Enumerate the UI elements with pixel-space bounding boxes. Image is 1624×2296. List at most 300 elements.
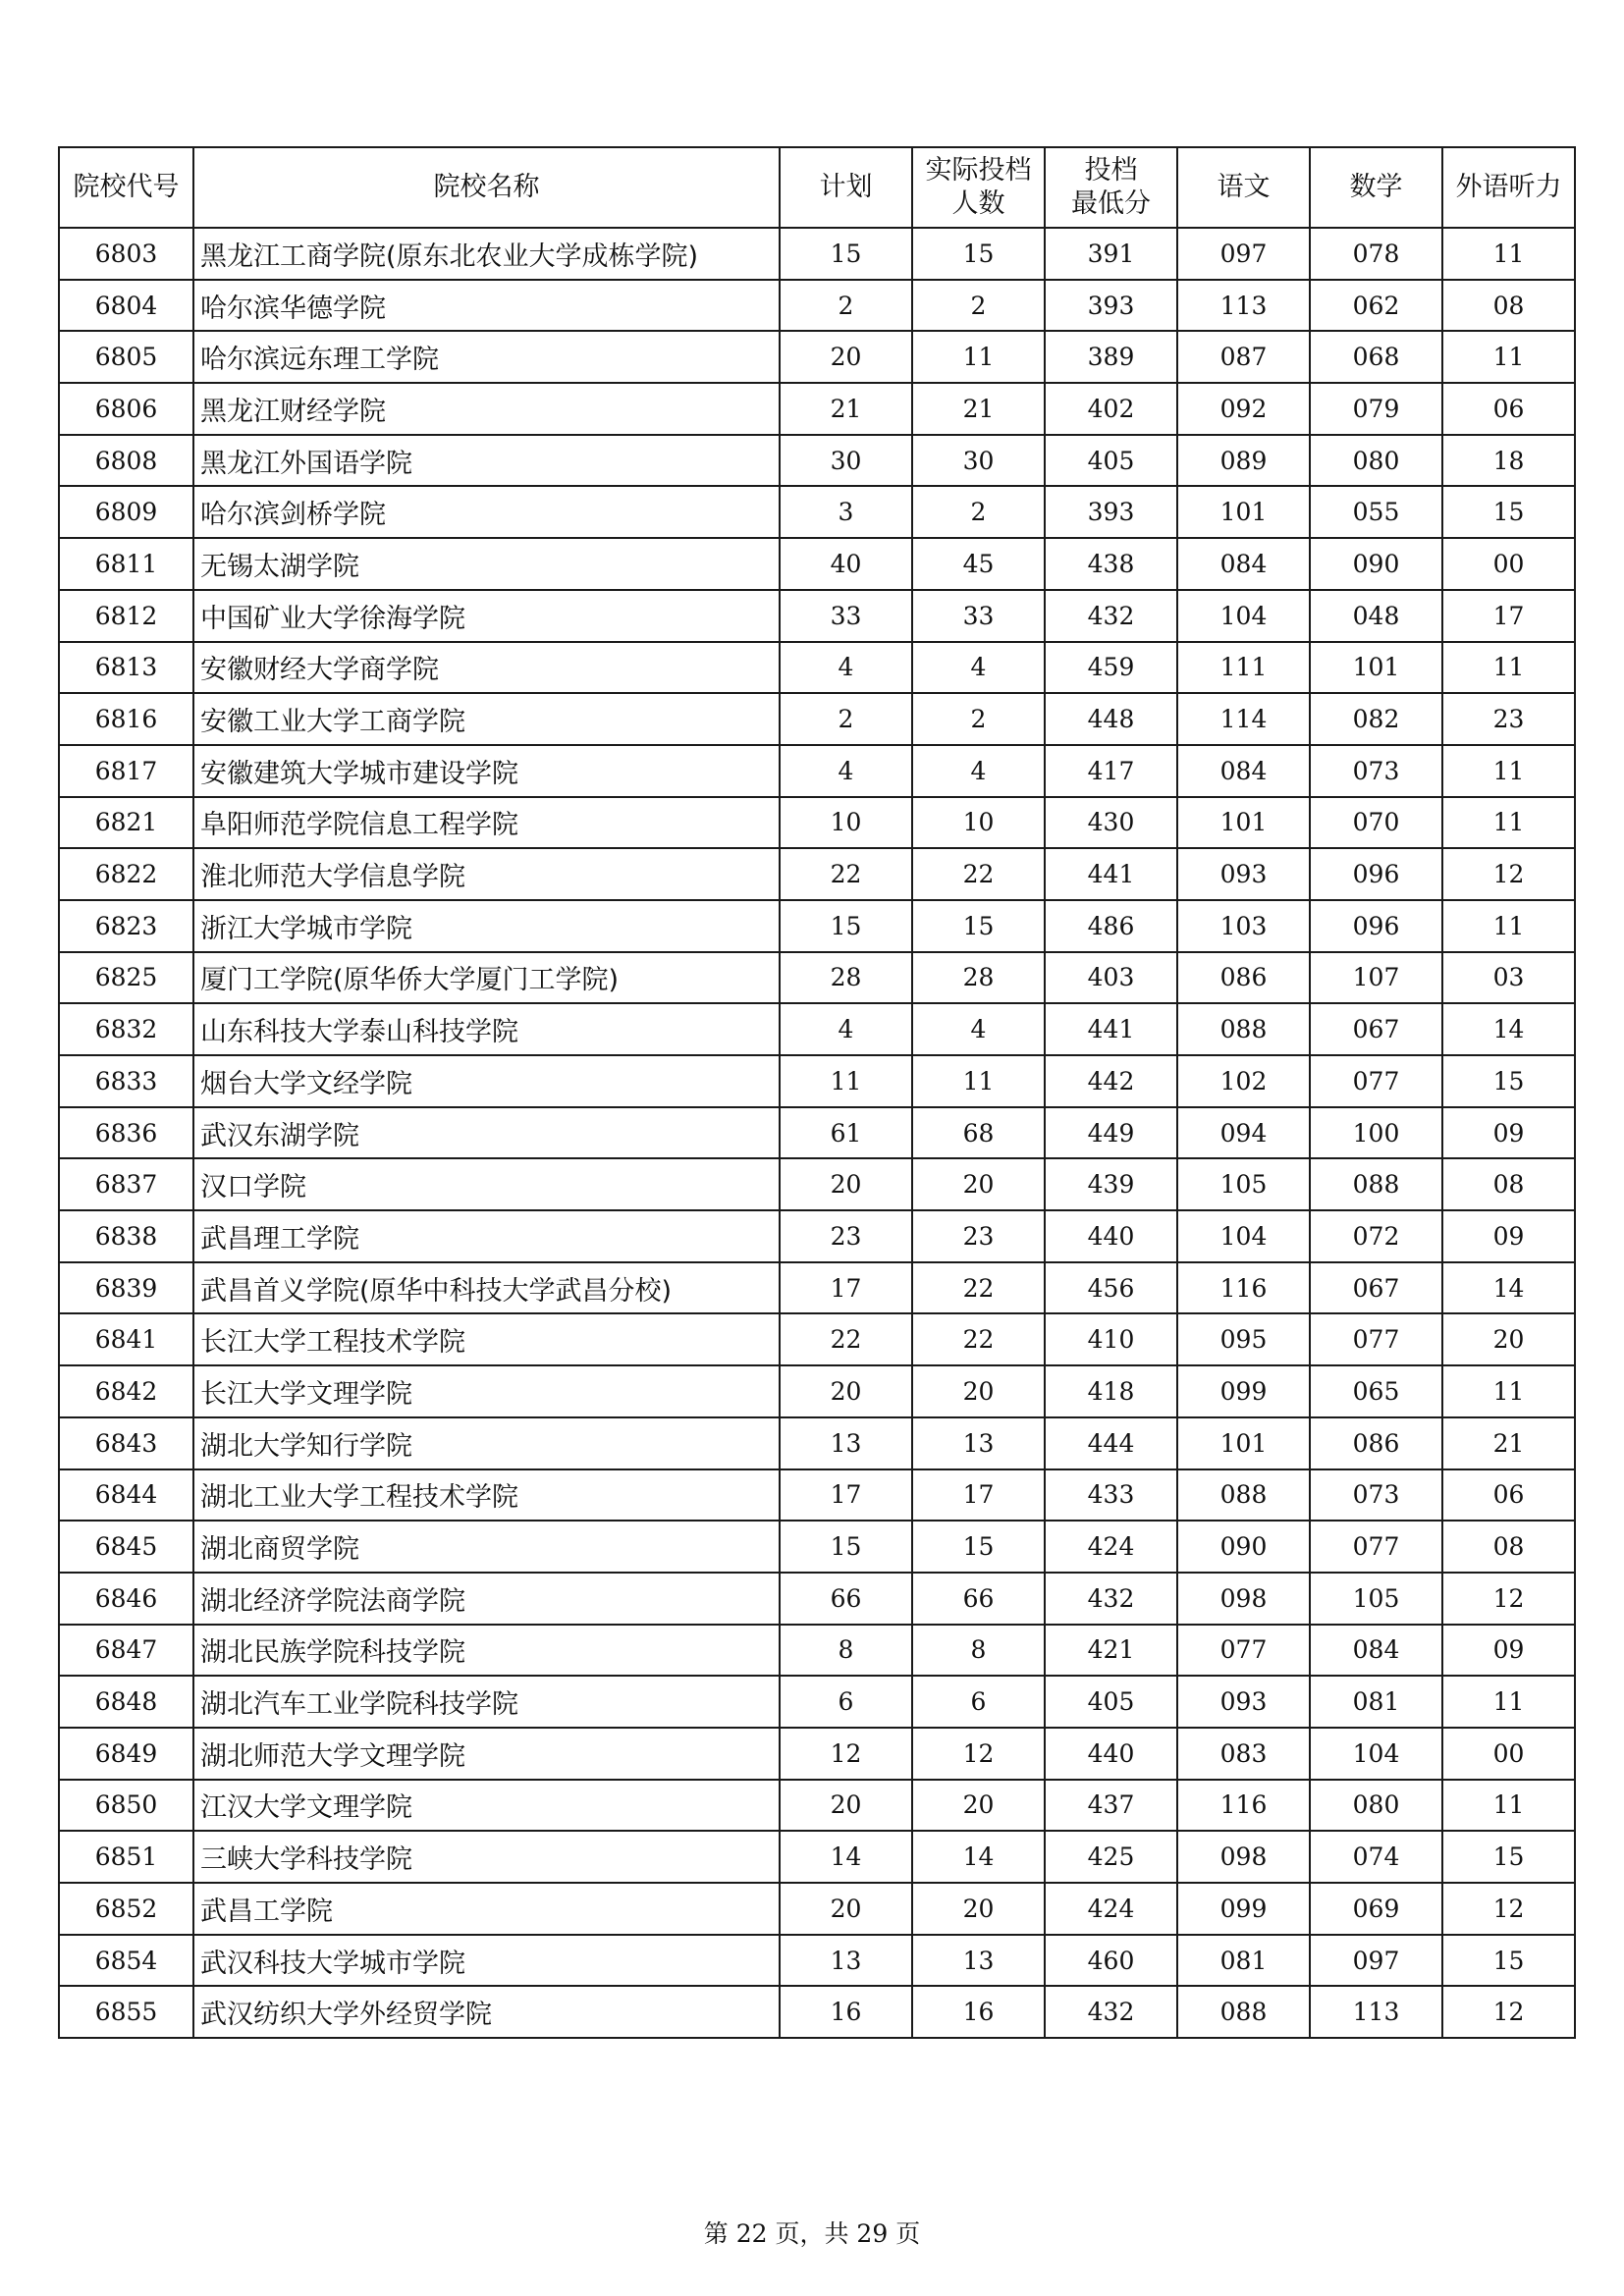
cell-actual: 15	[912, 1521, 1045, 1573]
cell-plan: 17	[780, 1469, 912, 1522]
cell-math: 065	[1310, 1365, 1442, 1417]
cell-plan: 20	[780, 1883, 912, 1935]
cell-math: 072	[1310, 1210, 1442, 1262]
cell-code: 6825	[59, 952, 193, 1004]
cell-code: 6803	[59, 228, 193, 280]
header-name: 院校名称	[193, 147, 780, 228]
cell-chinese: 086	[1177, 952, 1310, 1004]
cell-actual: 15	[912, 228, 1045, 280]
cell-math: 088	[1310, 1158, 1442, 1210]
cell-plan: 3	[780, 486, 912, 538]
table-row	[59, 538, 1575, 590]
cell-name: 湖北经济学院法商学院	[193, 1573, 780, 1625]
cell-actual: 30	[912, 435, 1045, 487]
cell-chinese: 093	[1177, 848, 1310, 900]
cell-chinese: 116	[1177, 1262, 1310, 1314]
table-row	[59, 1625, 1575, 1677]
cell-name: 安徽建筑大学城市建设学院	[193, 745, 780, 797]
cell-plan: 40	[780, 538, 912, 590]
cell-code: 6851	[59, 1831, 193, 1883]
cell-actual: 13	[912, 1417, 1045, 1469]
table-row	[59, 1986, 1575, 2038]
table-row	[59, 1262, 1575, 1314]
cell-math: 077	[1310, 1313, 1442, 1365]
cell-math: 069	[1310, 1883, 1442, 1935]
cell-min-score: 389	[1045, 331, 1177, 383]
cell-actual: 66	[912, 1573, 1045, 1625]
cell-listening: 03	[1442, 952, 1575, 1004]
cell-listening: 12	[1442, 848, 1575, 900]
header-listening: 外语听力	[1442, 147, 1575, 228]
cell-name: 长江大学文理学院	[193, 1365, 780, 1417]
table-row	[59, 797, 1575, 849]
cell-math: 048	[1310, 590, 1442, 642]
cell-code: 6816	[59, 693, 193, 745]
cell-chinese: 104	[1177, 590, 1310, 642]
cell-name: 湖北商贸学院	[193, 1521, 780, 1573]
cell-min-score: 393	[1045, 280, 1177, 332]
cell-chinese: 094	[1177, 1107, 1310, 1159]
cell-chinese: 090	[1177, 1521, 1310, 1573]
cell-min-score: 433	[1045, 1469, 1177, 1522]
cell-name: 三峡大学科技学院	[193, 1831, 780, 1883]
cell-listening: 08	[1442, 1158, 1575, 1210]
cell-chinese: 103	[1177, 900, 1310, 952]
table-row	[59, 1521, 1575, 1573]
cell-name: 山东科技大学泰山科技学院	[193, 1003, 780, 1055]
cell-min-score: 430	[1045, 797, 1177, 849]
cell-plan: 10	[780, 797, 912, 849]
cell-plan: 22	[780, 1313, 912, 1365]
cell-listening: 11	[1442, 745, 1575, 797]
cell-actual: 10	[912, 797, 1045, 849]
cell-code: 6842	[59, 1365, 193, 1417]
cell-math: 073	[1310, 1469, 1442, 1522]
cell-plan: 21	[780, 383, 912, 435]
cell-math: 074	[1310, 1831, 1442, 1883]
cell-min-score: 405	[1045, 435, 1177, 487]
cell-plan: 20	[780, 1780, 912, 1832]
admission-score-table	[58, 146, 1576, 2039]
table-row	[59, 486, 1575, 538]
cell-plan: 13	[780, 1935, 912, 1987]
cell-code: 6812	[59, 590, 193, 642]
cell-listening: 14	[1442, 1262, 1575, 1314]
cell-listening: 06	[1442, 383, 1575, 435]
cell-plan: 28	[780, 952, 912, 1004]
cell-min-score: 439	[1045, 1158, 1177, 1210]
cell-plan: 30	[780, 435, 912, 487]
cell-math: 090	[1310, 538, 1442, 590]
cell-code: 6817	[59, 745, 193, 797]
cell-plan: 20	[780, 1158, 912, 1210]
cell-min-score: 460	[1045, 1935, 1177, 1987]
cell-chinese: 105	[1177, 1158, 1310, 1210]
header-min-line2: 最低分	[1071, 188, 1151, 219]
table-row	[59, 745, 1575, 797]
cell-listening: 11	[1442, 642, 1575, 694]
cell-math: 068	[1310, 331, 1442, 383]
cell-math: 078	[1310, 228, 1442, 280]
header-code: 院校代号	[59, 147, 193, 228]
table-row	[59, 228, 1575, 280]
table-row	[59, 952, 1575, 1004]
cell-code: 6850	[59, 1780, 193, 1832]
cell-min-score: 417	[1045, 745, 1177, 797]
cell-actual: 21	[912, 383, 1045, 435]
cell-actual: 68	[912, 1107, 1045, 1159]
cell-code: 6806	[59, 383, 193, 435]
cell-plan: 14	[780, 1831, 912, 1883]
cell-actual: 11	[912, 331, 1045, 383]
cell-plan: 4	[780, 745, 912, 797]
cell-code: 6837	[59, 1158, 193, 1210]
cell-min-score: 459	[1045, 642, 1177, 694]
cell-plan: 15	[780, 228, 912, 280]
cell-actual: 4	[912, 1003, 1045, 1055]
cell-actual: 20	[912, 1780, 1045, 1832]
cell-min-score: 424	[1045, 1883, 1177, 1935]
table-row	[59, 1365, 1575, 1417]
cell-chinese: 111	[1177, 642, 1310, 694]
cell-math: 113	[1310, 1986, 1442, 2038]
cell-plan: 33	[780, 590, 912, 642]
cell-code: 6813	[59, 642, 193, 694]
cell-math: 080	[1310, 435, 1442, 487]
cell-name: 安徽工业大学工商学院	[193, 693, 780, 745]
cell-math: 104	[1310, 1728, 1442, 1780]
cell-chinese: 083	[1177, 1728, 1310, 1780]
cell-actual: 4	[912, 642, 1045, 694]
table-row	[59, 1210, 1575, 1262]
cell-actual: 20	[912, 1365, 1045, 1417]
cell-actual: 20	[912, 1158, 1045, 1210]
cell-plan: 4	[780, 642, 912, 694]
cell-math: 105	[1310, 1573, 1442, 1625]
cell-listening: 09	[1442, 1210, 1575, 1262]
cell-min-score: 442	[1045, 1055, 1177, 1107]
cell-chinese: 084	[1177, 745, 1310, 797]
cell-listening: 09	[1442, 1625, 1575, 1677]
cell-chinese: 093	[1177, 1676, 1310, 1728]
cell-listening: 14	[1442, 1003, 1575, 1055]
cell-code: 6823	[59, 900, 193, 952]
cell-min-score: 424	[1045, 1521, 1177, 1573]
cell-code: 6839	[59, 1262, 193, 1314]
table-row	[59, 848, 1575, 900]
cell-min-score: 391	[1045, 228, 1177, 280]
table-body	[59, 228, 1575, 2038]
cell-listening: 20	[1442, 1313, 1575, 1365]
cell-chinese: 097	[1177, 228, 1310, 280]
cell-name: 淮北师范大学信息学院	[193, 848, 780, 900]
cell-listening: 23	[1442, 693, 1575, 745]
cell-math: 055	[1310, 486, 1442, 538]
table-row	[59, 1469, 1575, 1522]
cell-name: 黑龙江工商学院(原东北农业大学成栋学院)	[193, 228, 780, 280]
cell-code: 6848	[59, 1676, 193, 1728]
cell-name: 长江大学工程技术学院	[193, 1313, 780, 1365]
cell-actual: 8	[912, 1625, 1045, 1677]
cell-listening: 11	[1442, 900, 1575, 952]
cell-code: 6821	[59, 797, 193, 849]
cell-actual: 16	[912, 1986, 1045, 2038]
cell-name: 哈尔滨剑桥学院	[193, 486, 780, 538]
cell-listening: 11	[1442, 228, 1575, 280]
cell-listening: 08	[1442, 1521, 1575, 1573]
cell-actual: 13	[912, 1935, 1045, 1987]
cell-name: 阜阳师范学院信息工程学院	[193, 797, 780, 849]
cell-chinese: 101	[1177, 1417, 1310, 1469]
cell-listening: 12	[1442, 1986, 1575, 2038]
cell-min-score: 486	[1045, 900, 1177, 952]
cell-name: 湖北工业大学工程技术学院	[193, 1469, 780, 1522]
cell-name: 湖北大学知行学院	[193, 1417, 780, 1469]
cell-chinese: 088	[1177, 1986, 1310, 2038]
cell-name: 无锡太湖学院	[193, 538, 780, 590]
cell-min-score: 393	[1045, 486, 1177, 538]
cell-name: 武汉科技大学城市学院	[193, 1935, 780, 1987]
cell-min-score: 449	[1045, 1107, 1177, 1159]
table-row	[59, 1883, 1575, 1935]
cell-name: 中国矿业大学徐海学院	[193, 590, 780, 642]
table-header-row	[59, 147, 1575, 228]
cell-actual: 17	[912, 1469, 1045, 1522]
table-row	[59, 1573, 1575, 1625]
cell-plan: 66	[780, 1573, 912, 1625]
header-actual-line2: 人数	[951, 188, 1005, 219]
cell-min-score: 444	[1045, 1417, 1177, 1469]
cell-name: 厦门工学院(原华侨大学厦门工学院)	[193, 952, 780, 1004]
cell-code: 6849	[59, 1728, 193, 1780]
table-row	[59, 900, 1575, 952]
cell-chinese: 099	[1177, 1883, 1310, 1935]
cell-plan: 12	[780, 1728, 912, 1780]
cell-plan: 4	[780, 1003, 912, 1055]
cell-listening: 06	[1442, 1469, 1575, 1522]
cell-min-score: 410	[1045, 1313, 1177, 1365]
cell-plan: 11	[780, 1055, 912, 1107]
cell-min-score: 432	[1045, 1573, 1177, 1625]
cell-code: 6804	[59, 280, 193, 332]
cell-name: 武昌理工学院	[193, 1210, 780, 1262]
table-row	[59, 1107, 1575, 1159]
cell-math: 086	[1310, 1417, 1442, 1469]
cell-code: 6855	[59, 1986, 193, 2038]
cell-name: 武昌首义学院(原华中科技大学武昌分校)	[193, 1262, 780, 1314]
cell-chinese: 101	[1177, 486, 1310, 538]
cell-math: 080	[1310, 1780, 1442, 1832]
cell-code: 6832	[59, 1003, 193, 1055]
cell-listening: 00	[1442, 538, 1575, 590]
table-row	[59, 590, 1575, 642]
header-actual	[912, 147, 1045, 228]
cell-code: 6809	[59, 486, 193, 538]
cell-actual: 33	[912, 590, 1045, 642]
cell-name: 江汉大学文理学院	[193, 1780, 780, 1832]
cell-math: 079	[1310, 383, 1442, 435]
cell-min-score: 418	[1045, 1365, 1177, 1417]
table-row	[59, 1055, 1575, 1107]
cell-math: 067	[1310, 1262, 1442, 1314]
cell-actual: 22	[912, 848, 1045, 900]
cell-plan: 20	[780, 331, 912, 383]
cell-min-score: 432	[1045, 590, 1177, 642]
cell-plan: 8	[780, 1625, 912, 1677]
cell-actual: 14	[912, 1831, 1045, 1883]
cell-plan: 15	[780, 1521, 912, 1573]
cell-actual: 2	[912, 280, 1045, 332]
cell-math: 067	[1310, 1003, 1442, 1055]
cell-min-score: 441	[1045, 1003, 1177, 1055]
cell-listening: 11	[1442, 331, 1575, 383]
cell-chinese: 088	[1177, 1469, 1310, 1522]
cell-math: 101	[1310, 642, 1442, 694]
cell-listening: 12	[1442, 1573, 1575, 1625]
cell-name: 武汉东湖学院	[193, 1107, 780, 1159]
cell-actual: 2	[912, 693, 1045, 745]
cell-code: 6822	[59, 848, 193, 900]
cell-name: 黑龙江财经学院	[193, 383, 780, 435]
cell-chinese: 095	[1177, 1313, 1310, 1365]
cell-min-score: 402	[1045, 383, 1177, 435]
cell-listening: 11	[1442, 1780, 1575, 1832]
table-row	[59, 1780, 1575, 1832]
cell-math: 096	[1310, 900, 1442, 952]
cell-name: 哈尔滨华德学院	[193, 280, 780, 332]
table-row	[59, 435, 1575, 487]
header-min-line1: 投档	[1084, 155, 1138, 186]
cell-actual: 22	[912, 1313, 1045, 1365]
cell-chinese: 084	[1177, 538, 1310, 590]
cell-listening: 17	[1442, 590, 1575, 642]
cell-math: 062	[1310, 280, 1442, 332]
cell-min-score: 441	[1045, 848, 1177, 900]
cell-min-score: 438	[1045, 538, 1177, 590]
cell-math: 070	[1310, 797, 1442, 849]
cell-math: 107	[1310, 952, 1442, 1004]
cell-chinese: 092	[1177, 383, 1310, 435]
cell-chinese: 087	[1177, 331, 1310, 383]
cell-code: 6844	[59, 1469, 193, 1522]
cell-min-score: 456	[1045, 1262, 1177, 1314]
cell-plan: 15	[780, 900, 912, 952]
cell-code: 6833	[59, 1055, 193, 1107]
cell-listening: 15	[1442, 1935, 1575, 1987]
table-row	[59, 1831, 1575, 1883]
cell-name: 湖北民族学院科技学院	[193, 1625, 780, 1677]
cell-listening: 11	[1442, 1365, 1575, 1417]
cell-code: 6847	[59, 1625, 193, 1677]
cell-name: 浙江大学城市学院	[193, 900, 780, 952]
cell-listening: 09	[1442, 1107, 1575, 1159]
cell-chinese: 113	[1177, 280, 1310, 332]
cell-min-score: 437	[1045, 1780, 1177, 1832]
header-math: 数学	[1310, 147, 1442, 228]
cell-chinese: 089	[1177, 435, 1310, 487]
cell-name: 黑龙江外国语学院	[193, 435, 780, 487]
table-row	[59, 1935, 1575, 1987]
table-row	[59, 331, 1575, 383]
cell-code: 6841	[59, 1313, 193, 1365]
cell-math: 082	[1310, 693, 1442, 745]
table-row	[59, 280, 1575, 332]
cell-listening: 18	[1442, 435, 1575, 487]
cell-plan: 6	[780, 1676, 912, 1728]
cell-min-score: 405	[1045, 1676, 1177, 1728]
cell-code: 6836	[59, 1107, 193, 1159]
cell-math: 097	[1310, 1935, 1442, 1987]
table-row	[59, 1417, 1575, 1469]
cell-chinese: 088	[1177, 1003, 1310, 1055]
cell-chinese: 116	[1177, 1780, 1310, 1832]
cell-actual: 6	[912, 1676, 1045, 1728]
cell-math: 084	[1310, 1625, 1442, 1677]
cell-name: 湖北汽车工业学院科技学院	[193, 1676, 780, 1728]
cell-chinese: 077	[1177, 1625, 1310, 1677]
cell-code: 6846	[59, 1573, 193, 1625]
cell-listening: 15	[1442, 486, 1575, 538]
table-row	[59, 383, 1575, 435]
cell-plan: 20	[780, 1365, 912, 1417]
header-actual-line1: 实际投档	[925, 155, 1032, 186]
cell-chinese: 114	[1177, 693, 1310, 745]
cell-plan: 2	[780, 693, 912, 745]
cell-min-score: 440	[1045, 1210, 1177, 1262]
cell-min-score: 448	[1045, 693, 1177, 745]
cell-math: 077	[1310, 1055, 1442, 1107]
cell-code: 6845	[59, 1521, 193, 1573]
cell-actual: 20	[912, 1883, 1045, 1935]
cell-actual: 12	[912, 1728, 1045, 1780]
cell-math: 081	[1310, 1676, 1442, 1728]
cell-min-score: 432	[1045, 1986, 1177, 2038]
cell-min-score: 425	[1045, 1831, 1177, 1883]
cell-name: 湖北师范大学文理学院	[193, 1728, 780, 1780]
cell-code: 6808	[59, 435, 193, 487]
cell-plan: 17	[780, 1262, 912, 1314]
cell-listening: 15	[1442, 1831, 1575, 1883]
cell-listening: 15	[1442, 1055, 1575, 1107]
cell-plan: 2	[780, 280, 912, 332]
cell-name: 武昌工学院	[193, 1883, 780, 1935]
cell-actual: 22	[912, 1262, 1045, 1314]
cell-actual: 23	[912, 1210, 1045, 1262]
cell-code: 6852	[59, 1883, 193, 1935]
cell-plan: 22	[780, 848, 912, 900]
table-row	[59, 642, 1575, 694]
cell-code: 6838	[59, 1210, 193, 1262]
cell-name: 安徽财经大学商学院	[193, 642, 780, 694]
cell-chinese: 102	[1177, 1055, 1310, 1107]
cell-listening: 12	[1442, 1883, 1575, 1935]
table-row	[59, 1676, 1575, 1728]
header-chinese: 语文	[1177, 147, 1310, 228]
cell-math: 100	[1310, 1107, 1442, 1159]
cell-actual: 2	[912, 486, 1045, 538]
cell-name: 武汉纺织大学外经贸学院	[193, 1986, 780, 2038]
table-row	[59, 1313, 1575, 1365]
cell-plan: 13	[780, 1417, 912, 1469]
cell-listening: 08	[1442, 280, 1575, 332]
cell-code: 6811	[59, 538, 193, 590]
cell-plan: 16	[780, 1986, 912, 2038]
cell-name: 汉口学院	[193, 1158, 780, 1210]
cell-code: 6843	[59, 1417, 193, 1469]
cell-listening: 00	[1442, 1728, 1575, 1780]
cell-chinese: 101	[1177, 797, 1310, 849]
table-row	[59, 693, 1575, 745]
